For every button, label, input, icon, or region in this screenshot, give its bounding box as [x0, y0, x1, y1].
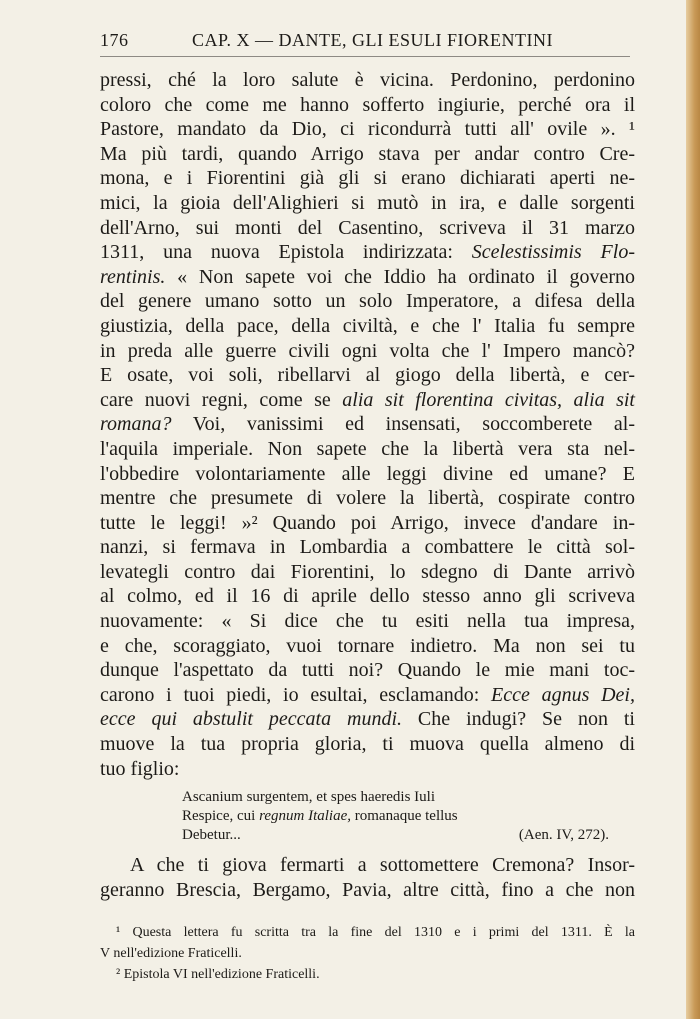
- verse-line: [182, 807, 609, 826]
- verse-text: Respice, cui: [182, 808, 260, 824]
- text-line: [100, 658, 635, 683]
- text: Ma più tardi, quando Arrigo stava per andar contro Cre-: [100, 142, 635, 165]
- text-line: geranno Brescia, Bergamo, Pavia, altre città, fino a che non: [100, 878, 635, 901]
- text: mici, la gioia dell'Alighieri si mutò in ira, e dalle sorgenti: [100, 191, 635, 214]
- text: carono i tuoi piedi, io esultai, esclamando:: [100, 683, 491, 706]
- text: 1311, una nuova Epistola indirizzata:: [100, 241, 472, 264]
- italic-text: ecce qui abstulit peccata mundi.: [100, 708, 402, 731]
- main-text-continued: [100, 853, 635, 902]
- text-line: A che ti giova fermarti a sottomettere Cremona? Insor-: [130, 854, 635, 876]
- text-line: [100, 462, 635, 487]
- text: giustizia, della pace, della civiltà, e che l' Italia fu sempre: [100, 314, 635, 337]
- verse-line: Ascanium surgentem, et spes haeredis Iuli: [182, 789, 435, 805]
- text-line: [100, 511, 635, 536]
- text-line: [100, 339, 635, 364]
- text-line: [100, 363, 635, 388]
- text: « Non sapete voi che Iddio ha ordinato il governo: [165, 265, 635, 288]
- text: care nuovi regni, come se: [100, 388, 343, 411]
- italic-text: alia sit florentina civitas, alia sit: [342, 388, 635, 411]
- text: mentre che presumete di volere la libertà, cospirate contro: [100, 487, 635, 510]
- page-edge: [686, 0, 700, 1019]
- verse-text: Debetur...: [182, 827, 241, 843]
- text: muove la tua propria gloria, ti muova quella almeno di: [100, 733, 635, 756]
- text-line: [100, 142, 635, 167]
- text: Pastore, mandato da Dio, ci ricondurrà tutti all' ovile ». ¹: [100, 118, 635, 141]
- text-line: [100, 68, 635, 93]
- verse-italic: regnum Italiae,: [259, 808, 351, 824]
- text-line: [100, 216, 635, 241]
- verse-reference: (Aen. IV, 272).: [518, 827, 609, 843]
- text-line: [100, 584, 635, 609]
- main-text: [100, 68, 635, 781]
- text-line: [100, 412, 635, 437]
- text: pressi, ché la loro salute è vicina. Perdonino, perdonino: [100, 69, 635, 91]
- text: l'aquila imperiale. Non sapete che la libertà vera sta nel-: [100, 437, 635, 460]
- text: e che, scoraggiato, vuoi tornare indietro. Ma non sei tu: [100, 634, 635, 657]
- footnote-1-continued: V nell'edizione Fraticelli.: [100, 946, 242, 961]
- text-line: [100, 609, 635, 634]
- verse-line: [182, 826, 609, 845]
- text: dunque l'aspettato da tutti noi? Quando le mie mani toc-: [100, 659, 635, 682]
- text: nuovamente: « Si dice che tu esiti nella tua impresa,: [100, 610, 635, 633]
- text-line: [100, 634, 635, 659]
- footnote-2: ² Epistola VI nell'edizione Fraticelli.: [116, 967, 320, 982]
- footnotes: [100, 922, 635, 985]
- text-line: [100, 265, 635, 290]
- text-line: [100, 486, 635, 511]
- text-line: [100, 560, 635, 585]
- verse-quotation: [182, 788, 609, 845]
- text-line: [100, 240, 635, 265]
- text-line: [100, 683, 635, 708]
- text-line: [100, 757, 635, 782]
- text: al colmo, ed il 16 di aprile dello stesso anno gli scriveva: [100, 585, 635, 608]
- text: levategli contro dai Fiorentini, lo sdegno di Dante arrivò: [100, 560, 635, 583]
- text: E osate, voi soli, ribellarvi al giogo della libertà, e cer-: [100, 364, 635, 387]
- text: tutte le leggi! »² Quando poi Arrigo, invece d'andare in-: [100, 511, 635, 534]
- text: tuo figlio:: [100, 757, 180, 780]
- verse-text: romanaque tellus: [351, 808, 458, 824]
- running-header: [100, 30, 635, 52]
- italic-text: Scelestissimis Flo-: [471, 241, 635, 264]
- italic-text: romana?: [100, 413, 172, 436]
- header-rule: [100, 56, 630, 57]
- text: Che indugi? Se non ti: [402, 708, 635, 731]
- text-line: [100, 191, 635, 216]
- text-line: [100, 732, 635, 757]
- text: l'obbedire volontariamente alle leggi divine ed umane? E: [100, 462, 635, 485]
- text-line: [100, 117, 635, 142]
- text-line: [100, 166, 635, 191]
- text-line: [100, 707, 635, 732]
- text-line: [100, 437, 635, 462]
- text: del genere umano sotto un solo Imperatore, a difesa della: [100, 290, 635, 313]
- footnote-1: ¹ Questa lettera fu scritta tra la fine del 1310 e i primi del 1311. È la: [116, 925, 635, 940]
- text: mona, e i Fiorentini già gli si erano dichiarati aperti ne-: [100, 167, 635, 190]
- text: coloro che come me hanno sofferto ingiurie, perché ora il: [100, 93, 635, 116]
- page-number: 176: [100, 30, 129, 50]
- running-title: CAP. X — DANTE, GLI ESULI FIORENTINI: [192, 30, 553, 50]
- italic-text: rentinis.: [100, 265, 166, 288]
- text: dell'Arno, sui monti del Casentino, scriveva il 31 marzo: [100, 216, 635, 239]
- text: Voi, vanissimi ed insensati, soccomberete al-: [171, 413, 635, 436]
- text-line: [100, 314, 635, 339]
- text-line: [100, 388, 635, 413]
- italic-text: Ecce agnus Dei,: [491, 683, 635, 706]
- text-line: [100, 535, 635, 560]
- text-line: [100, 93, 635, 118]
- text: in preda alle guerre civili ogni volta che l' Impero mancò?: [100, 339, 635, 362]
- text-line: [100, 289, 635, 314]
- text: nanzi, si fermava in Lombardia a combattere le città sol-: [100, 536, 635, 559]
